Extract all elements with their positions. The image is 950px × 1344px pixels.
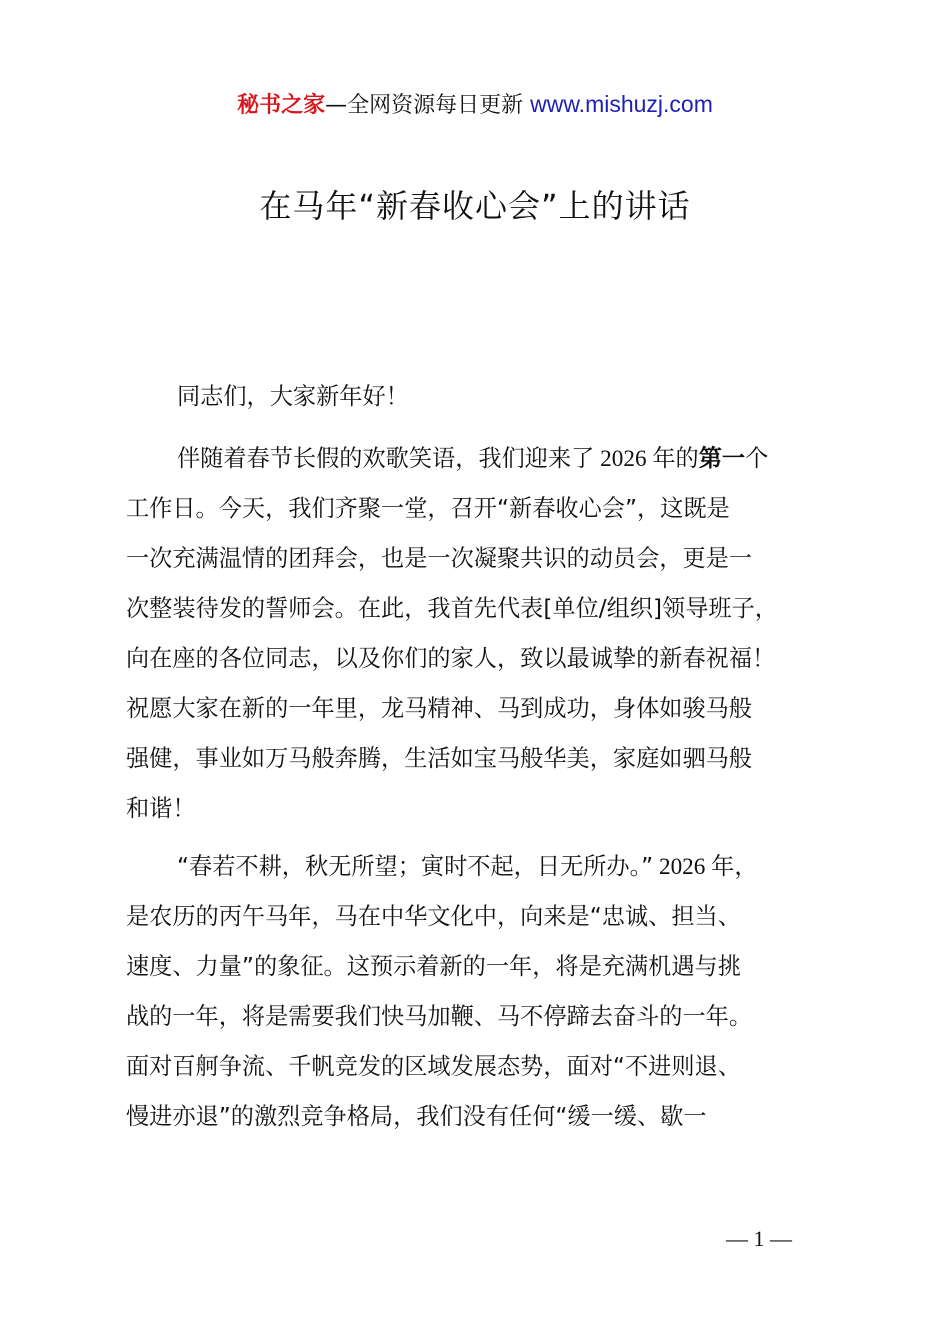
paragraph-2-line-5: 面对百舸争流、千帆竞发的区域发展态势，面对“不进则退、: [126, 1053, 741, 1080]
paragraph-1-text-c: 个: [745, 445, 769, 472]
paragraph-1-line-2: 工作日。今天，我们齐聚一堂，召开“新春收心会”，这既是: [126, 495, 730, 522]
paragraph-1: [126, 434, 866, 834]
paragraph-1-line-4: 次整装待发的誓师会。在此，我首先代表[单位/组织]领导班子，: [126, 595, 778, 622]
paragraph-2-line-2: 是农历的丙午马年，马在中华文化中，向来是“忠诚、担当、: [126, 903, 741, 930]
paragraph-2-line-6: 慢进亦退”的激烈竞争格局，我们没有任何“缓一缓、歇一: [126, 1103, 707, 1130]
paragraph-1-line-6: 祝愿大家在新的一年里，龙马精神、马到成功，身体如骏马般: [126, 695, 753, 722]
paragraph-1-text-b: 年的: [652, 445, 699, 472]
paragraph-2-line-4: 战的一年，将是需要我们快马加鞭、马不停蹄去奋斗的一年。: [126, 1003, 753, 1030]
site-header: [0, 88, 950, 122]
paragraph-2-text-b: 年，: [711, 853, 758, 880]
paragraph-1-text-a: 伴随着春节长假的欢歌笑语，我们迎来了: [177, 445, 595, 472]
paragraph-1-line-5: 向在座的各位同志，以及你们的家人，致以最诚挚的新春祝福！: [126, 645, 776, 672]
brand-name: 秘书之家: [237, 93, 326, 118]
paragraph-2: [126, 842, 866, 1142]
paragraph-1-line-3: 一次充满温情的团拜会，也是一次凝聚共识的动员会，更是一: [126, 545, 753, 572]
document-title: 在马年“新春收心会”上的讲话: [259, 187, 691, 225]
paragraph-2-year: 2026: [653, 854, 712, 880]
site-url[interactable]: www.mishuzj.com: [530, 91, 713, 117]
paragraph-1-year: 2026: [594, 446, 653, 472]
paragraph-2-line-3: 速度、力量”的象征。这预示着新的一年，将是充满机遇与挑: [126, 953, 741, 980]
paragraph-1-line-7: 强健，事业如万马般奔腾，生活如宝马般华美，家庭如驷马般: [126, 745, 753, 772]
paragraph-2-text-a: “春若不耕，秋无所望；寅时不起，日无所办。”: [177, 853, 654, 880]
greeting-line: 同志们，大家新年好！: [177, 383, 409, 410]
header-tagline: —全网资源每日更新: [325, 93, 531, 118]
paragraph-1-bold-text: 第一: [698, 445, 746, 472]
greeting-paragraph: [126, 372, 866, 422]
paragraph-2-line-1: [126, 842, 866, 892]
paragraph-1-line-1: [126, 434, 866, 484]
paragraph-1-line-8: 和谐！: [126, 795, 196, 822]
page-number: — 1 —: [726, 1226, 792, 1251]
document-body: [126, 372, 866, 1150]
